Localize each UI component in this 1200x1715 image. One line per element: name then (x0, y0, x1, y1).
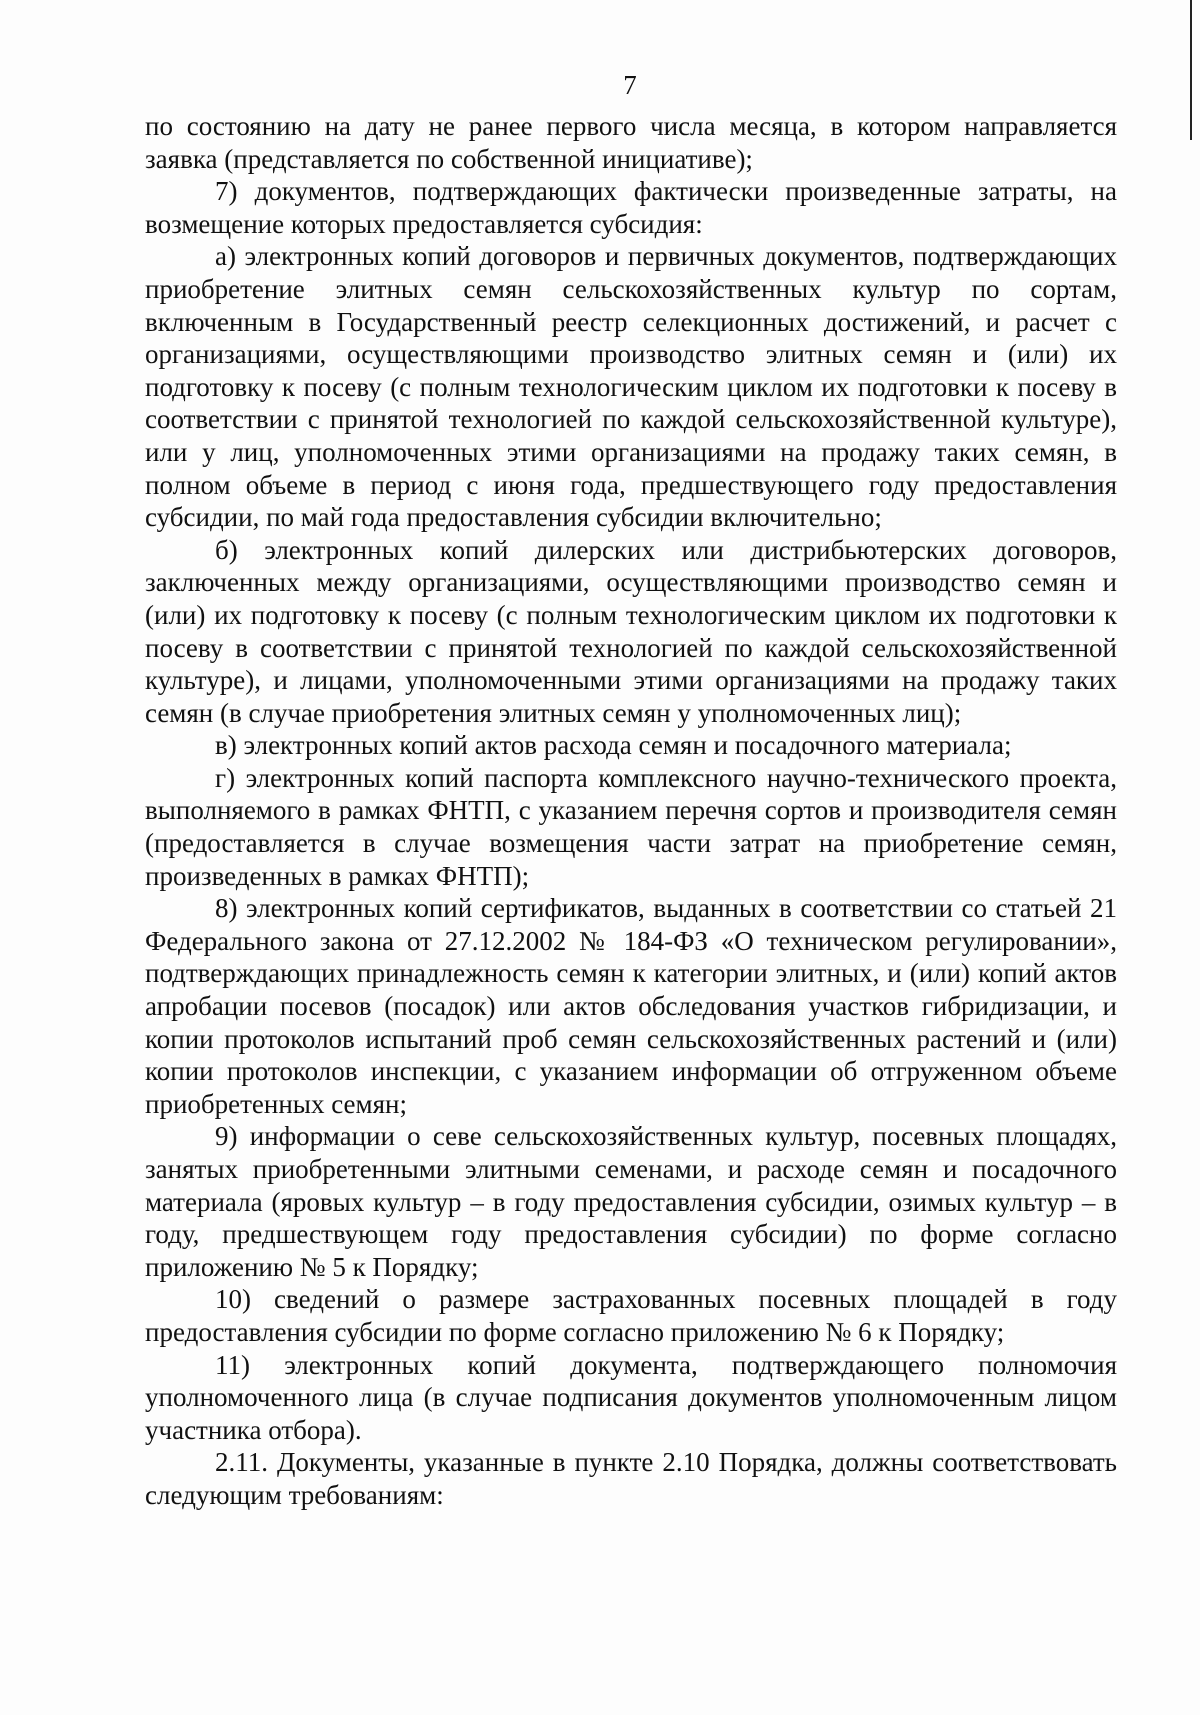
document-body (145, 110, 1117, 1512)
paragraph-item-7b: б) электронных копий дилерских или дистрибьютерских договоров, заключенных между организациями, осуществляющими производство семян и (или) их подготовку к посеву (с полным технологическим циклом их подготовки к посеву в соответствии с принятой технологией по каждой сельскохозяйственной культуре), и лицами, уполномоченными этими организациями на продажу таких семян (в случае приобретения элитных семян у уполномоченных лиц); (145, 534, 1117, 728)
paragraph-item-10: 10) сведений о размере застрахованных посевных площадей в году предоставления субсидии по форме согласно приложению № 6 к Порядку; (145, 1284, 1117, 1347)
paragraph-item-7: 7) документов, подтверждающих фактически произведенные затраты, на возмещение которых предоставляется субсидия: (145, 176, 1117, 239)
paragraph-item-7v: в) электронных копий актов расхода семян и посадочного материала; (215, 730, 1012, 761)
page-number: 7 (623, 70, 637, 100)
paragraph-item-9: 9) информации о севе сельскохозяйственных культур, посевных площадях, занятых приобретенными элитными семенами, и расходе семян и посадочного материала (яровых культур – в году предоставления субсидии, озимых культур – в году, предшествующем году предоставления субсидии) по форме согласно приложению № 5 к Порядку; (145, 1121, 1117, 1282)
paragraph-item-7a: а) электронных копий договоров и первичных документов, подтверждающих приобретение элитных семян сельскохозяйственных культур по сортам, включенным в Государственный реестр селекционных достижений, и расчет с организациями, осуществляющими производство элитных семян и (или) их подготовку к посеву (с полным технологическим циклом их подготовки к посеву в соответствии с принятой технологией по каждой сельскохозяйственной культуре), или у лиц, уполномоченных этими организациями на продажу таких семян, в полном объеме в период с июня года, предшествующего году предоставления субсидии, по май года предоставления субсидии включительно; (145, 241, 1117, 533)
paragraph-item-11: 11) электронных копий документа, подтверждающего полномочия уполномоченного лица (в случае подписания документов уполномоченным лицом участника отбора). (145, 1349, 1117, 1445)
paragraph-continuation: по состоянию на дату не ранее первого числа месяца, в котором направляется заявка (представляется по собственной инициативе); (145, 111, 1117, 174)
paragraph-section-2-11: 2.11. Документы, указанные в пункте 2.10 Порядка, должны соответствовать следующим требованиям: (145, 1447, 1117, 1510)
paragraph-item-7g: г) электронных копий паспорта комплексного научно-технического проекта, выполняемого в рамках ФНТП, с указанием перечня сортов и производителя семян (предоставляется в случае возмещения части затрат на приобретение семян, произведенных в рамках ФНТП); (145, 762, 1117, 891)
paragraph-item-8: 8) электронных копий сертификатов, выданных в соответствии со статьей 21 Федерального закона от 27.12.2002 № 184-ФЗ «О техническом регулировании», подтверждающих принадлежность семян к категории элитных, и (или) копий актов апробации посевов (посадок) или актов обследования участков гибридизации, и копии протоколов испытаний проб семян сельскохозяйственных растений и (или) копии протоколов инспекции, с указанием информации об отгруженном объеме приобретенных семян; (145, 893, 1117, 1119)
